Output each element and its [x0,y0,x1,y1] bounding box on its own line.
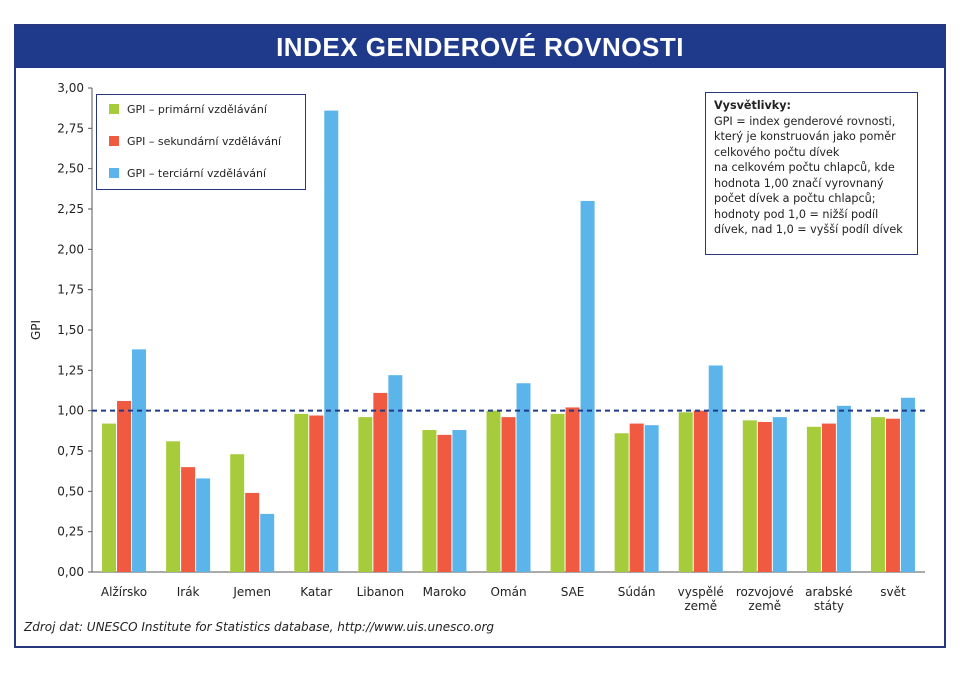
category-label: Irák [176,585,200,599]
bar-primary [102,424,116,572]
bar-tertiary [581,201,595,572]
explanation-box [705,92,918,255]
bar-secondary [758,422,772,572]
bar-tertiary [709,365,723,572]
explanation-line: GPI = index genderové rovnosti, [714,114,896,128]
bar-tertiary [901,398,915,572]
bar-primary [679,412,693,572]
category-label: státy [813,599,844,613]
bar-primary [166,441,180,572]
category-label: arabské [805,585,853,599]
legend-swatch-secondary [109,136,119,146]
y-tick-label: 0,25 [57,524,84,539]
category-label: svět [880,585,906,599]
bar-primary [422,430,436,572]
y-tick-label: 2,75 [57,121,84,136]
bar-secondary [822,424,836,572]
category-label: země [684,599,718,613]
y-tick-label: 0,75 [57,444,84,458]
bar-primary [294,414,308,572]
bar-primary [871,417,885,572]
explanation-line: celkového počtu dívek [714,145,840,159]
legend-swatch-primary [109,104,119,114]
explanation-line: dívek, nad 1,0 = vyšší podíl dívek [714,223,903,236]
y-tick-label: 2,50 [57,161,84,176]
y-axis-title: GPI [29,319,43,341]
y-tick-label: 1,75 [57,282,84,297]
legend-item-tertiary [109,167,266,180]
bar-primary [358,417,372,572]
bar-tertiary [645,425,659,572]
legend [96,94,306,190]
explanation-line: hodnoty pod 1,0 = nižší podíl [714,207,879,221]
category-label: Jemen [233,585,271,599]
category-label: Libanon [356,585,405,599]
explanation-line: který je konstruován jako poměr [714,130,896,143]
bar-secondary [437,435,451,572]
bar-primary [487,411,501,572]
bar-secondary [181,467,195,572]
y-tick-label: 1,00 [57,403,84,418]
category-label: Omán [490,585,527,599]
bar-primary [743,420,757,572]
bar-tertiary [260,514,274,572]
y-tick-label: 2,00 [57,242,84,257]
source-note: Zdroj dat: UNESCO Institute for Statistics database, http://www.uis.unesco.org [24,620,495,634]
category-label: Súdán [617,585,656,599]
legend-swatch-tertiary [109,168,119,178]
bar-tertiary [452,430,466,572]
category-label: rozvojové [735,585,794,599]
category-label: vyspělé [677,585,724,599]
category-label: země [748,599,782,613]
bar-secondary [117,401,131,572]
category-label: SAE [560,585,585,599]
legend-label-tertiary: GPI – terciární vzdělávání [127,167,267,180]
chart-title: INDEX GENDEROVÉ ROVNOSTI [16,26,944,68]
y-tick-label: 2,25 [57,202,84,216]
explanation-line: hodnota 1,00 značí vyrovnaný [714,176,884,190]
bar-secondary [886,419,900,572]
legend-item-secondary [109,135,281,148]
bar-secondary [502,417,516,572]
bar-secondary [630,424,644,572]
y-tick-label: 0,00 [57,565,84,579]
bar-tertiary [324,111,338,572]
legend-label-primary: GPI – primární vzdělávání [127,103,267,116]
bar-primary [807,427,821,572]
y-tick-label: 3,00 [57,81,84,95]
category-label: Katar [300,585,333,599]
category-label: Alžírsko [100,585,148,599]
bar-primary [551,414,565,572]
explanation-line: na celkovém počtu chlapců, kde [714,161,895,174]
y-tick-label: 1,50 [57,323,84,337]
bar-tertiary [388,375,402,572]
bar-tertiary [196,478,210,572]
y-tick-label: 1,25 [57,363,84,378]
bar-secondary [373,393,387,572]
category-label: Maroko [422,585,467,599]
bar-secondary [309,416,323,572]
bar-secondary [566,407,580,572]
bar-secondary [245,493,259,572]
bar-tertiary [132,349,146,572]
bar-secondary [694,411,708,572]
legend-item-primary [109,103,267,116]
bar-tertiary [773,417,787,572]
y-tick-label: 0,50 [57,484,84,499]
bar-primary [230,454,244,572]
explanation-heading: Vysvětlivky: [714,99,792,112]
legend-label-secondary: GPI – sekundární vzdělávání [127,135,282,148]
bar-tertiary [837,406,851,572]
explanation-line: počet dívek a počtu chlapců; [714,192,876,205]
bar-primary [615,433,629,572]
